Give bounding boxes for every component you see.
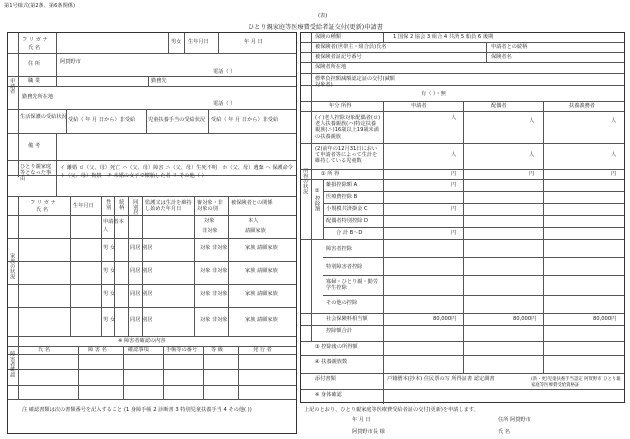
family-row-self: 申請者本人: [103, 219, 124, 233]
reduction-cert-options[interactable]: 有（ ）・無: [421, 91, 446, 97]
attachments-label: 添付書類: [315, 376, 336, 382]
insurer-name-label: 保険者名: [491, 54, 512, 60]
applicant-address-field[interactable]: 住所 阿賀野市: [498, 417, 531, 423]
reduction-cert-label: 標準負担額減額認定証の交付(減額対象者): [315, 76, 395, 89]
workplace-address-label: 勤務先所在地: [22, 94, 54, 100]
family-sex-header: 性別: [105, 199, 112, 210]
deduction-b-label: 医療費控除 B: [326, 194, 358, 200]
social-spouse-value: 80,000円: [513, 316, 537, 322]
single-parent-deduction-label: 寡婦・ひとり親・勤労学生控除: [326, 279, 378, 292]
deduction-c-label: 小規模共済掛金 C: [326, 206, 368, 212]
family-row-4-living[interactable]: 同居 別居: [130, 291, 153, 297]
family-row-4-sex[interactable]: 男 女: [103, 291, 116, 297]
reason-label: ひとり親家庭等となった事由: [20, 164, 52, 183]
family-row-2-relation[interactable]: 家族 請願家族: [245, 245, 278, 251]
net-income-label: ③ 控除後の所得額: [315, 344, 358, 350]
deduction-subtotal-unit: 円: [451, 230, 457, 236]
disability-grade-header: 等 級: [211, 347, 224, 353]
attachments-list[interactable]: 戸籍謄本(抄本) 住民票の写 所得証書 認定調書: [387, 376, 495, 382]
family-self-relation: 本人: [248, 218, 259, 224]
disability-title: ※ 障害者確認の内容: [118, 338, 166, 344]
dependents-description: (イ)老人控除対象配偶者(ロ)老人扶養親族(ハ)特定扶養親族(ニ)16歳以上19歳未満の扶養親族: [315, 115, 381, 140]
income-section-label: 所得の状況: [302, 168, 309, 194]
other-deduction-label: その他の控除: [326, 300, 358, 306]
family-target-header: 審対象・非対象の別: [197, 200, 223, 213]
phone-field[interactable]: 電話（ ）: [213, 69, 236, 75]
disability-check-header: 確認事項: [128, 347, 149, 353]
family-insured-header: 被保険者との関係: [231, 200, 273, 206]
family-row-5-relation[interactable]: 家族 請願家族: [245, 317, 278, 323]
children-applicant-unit: 人: [451, 152, 457, 158]
address-city: 阿賀野市: [60, 59, 81, 65]
welfare-label: 生活保護の受給状況: [20, 114, 67, 120]
reason-options[interactable]: イ 離婚 ロ（父、母）死亡 ハ（父、母）障害 ニ（父、母）生死不明 ホ（父、母）遺棄 ヘ 保護命令 ト（父、母）拘禁 チ 未婚の女子で懐胎した者 リ その他（ ）: [60, 165, 293, 180]
col-spouse-header: 配偶者: [491, 103, 507, 109]
family-self-nontarget[interactable]: 非対象: [202, 228, 218, 234]
applicant-name-field[interactable]: 氏 名: [498, 429, 511, 435]
family-row-5-living[interactable]: 同居 別居: [130, 317, 153, 323]
dependents-count-label: ④ 扶養親族数: [315, 359, 348, 365]
family-row-3-living[interactable]: 同居 別居: [130, 268, 153, 274]
attachments-note: (新・更)児童扶養手当認定 阿賀野市 ひとり親家庭等医療費受給資格証: [531, 377, 621, 388]
application-date-field[interactable]: 年 月 日: [352, 417, 371, 423]
disability-note: 注 確認書類は次の書類番号を記入すること (1 身障手帳 2 診断書 3 特別児童扶養手当 4 その他( )): [22, 407, 252, 413]
disability-section-label: 障害者確認: [9, 351, 16, 377]
declaration-text: 上記のとおり、ひとり親家庭等医療費受給者証の交付(更新)を申請します。: [304, 407, 479, 413]
social-applicant-value: 80,000円: [433, 316, 457, 322]
income-year-label: 年分 所得: [329, 103, 352, 109]
col-dependent-header: 扶養義務者: [569, 103, 595, 109]
furigana-label: フ リ ガ ナ: [22, 37, 48, 43]
identity-check-label: ※ 身体確認: [315, 392, 342, 398]
deduction-d-label: 配偶者特別控除 D: [326, 218, 368, 224]
family-row-3-target[interactable]: 対象 非対象: [200, 268, 228, 274]
sex-field[interactable]: 男女: [171, 39, 182, 45]
deduction-total-label: 控除額合計: [326, 328, 352, 334]
family-self-insured: 請願家族: [245, 228, 266, 234]
family-row-2-sex[interactable]: 男 女: [103, 245, 116, 251]
family-support-date-header: 監護又は生計を維持し始めた年月日: [145, 200, 192, 213]
social-insurance-label: 社会保険料相当額: [326, 316, 368, 322]
family-row-4-relation[interactable]: 家族 請願家族: [245, 291, 278, 297]
form-number: 第1号様式(第2条、第6条関係): [4, 3, 76, 9]
workplace-phone-field[interactable]: 電話（ ）: [213, 101, 236, 107]
insurance-type-options[interactable]: 1 国保 2 協会 3 組合 4 共済 5 船員 6 後期: [393, 34, 494, 40]
dep-spouse-unit: 人: [529, 118, 535, 124]
children-spouse-unit: 人: [529, 152, 535, 158]
insurer-address-label: 保険者所在地: [315, 64, 347, 70]
family-relation-header: 続柄: [118, 199, 125, 210]
childcare-status[interactable]: 受給（ 年 月 日から）非受給: [211, 117, 279, 123]
birth-label: 生年月日: [188, 39, 209, 45]
disability-type-header: 障 害 名: [88, 347, 107, 353]
family-row-2-living[interactable]: 同居 別居: [130, 245, 153, 251]
dep-applicant-unit: 人: [451, 115, 457, 121]
deduction-subtotal-label: 合 計 B〜D: [336, 230, 363, 236]
family-row-5-sex[interactable]: 男 女: [103, 317, 116, 323]
family-name-header: 氏 名: [36, 207, 49, 213]
family-birth-header: 生年月日: [73, 203, 94, 209]
form-title: ひとり親家庭等医療費受給者証交付(更新)申請書: [248, 24, 383, 31]
family-furigana-header: フ リ ガ ナ: [30, 200, 56, 206]
deduction-a-unit: 円: [451, 182, 457, 188]
family-row-4-target[interactable]: 対象 非対象: [200, 291, 228, 297]
income-applicant-unit: 円: [451, 171, 457, 177]
income-row-label: ① 所 得: [321, 171, 340, 177]
address-label: 住 所: [28, 61, 41, 67]
family-row-3-relation[interactable]: 家族 請願家族: [245, 268, 278, 274]
disability-number-header: 手帳等の番号: [166, 347, 198, 353]
workplace-label: 勤務先: [151, 78, 167, 84]
birth-field[interactable]: 年 月 日: [244, 39, 263, 45]
remarks-label: 備 考: [28, 143, 41, 149]
disability-issuer-header: 発 行 者: [253, 347, 272, 353]
dep-dependent-unit: 人: [611, 118, 617, 124]
social-dependent-value: 80,000円: [593, 316, 617, 322]
family-section-label: 家族の状況: [9, 253, 16, 279]
right-table: [300, 32, 625, 403]
insured-name-label: 被保険者(世帯主・組合員)氏名: [315, 44, 387, 50]
family-row-5-target[interactable]: 対象 非対象: [200, 317, 228, 323]
left-table: [7, 32, 297, 434]
disabled-deduction-label: 障害者控除: [326, 246, 352, 252]
insurance-type-label: 保険の種類: [315, 34, 341, 40]
family-self-target[interactable]: 対象: [204, 218, 215, 224]
income-dependent-unit: 円: [611, 171, 617, 177]
special-disabled-label: 特別障害者控除: [326, 264, 363, 270]
welfare-status[interactable]: 受給（ 年 月 日から）非受給: [68, 117, 136, 123]
form-side-label: (表): [318, 13, 328, 19]
family-row-2-target[interactable]: 対象 非対象: [200, 245, 228, 251]
childcare-label: 児童扶養手当の受給状況: [148, 117, 206, 123]
deduction-a-label: 雑損控除額 A: [326, 182, 358, 188]
deduction-c-unit: 円: [451, 206, 457, 212]
deduction-section-label: ② 控除額: [314, 188, 321, 212]
family-living-header: 同別居: [132, 199, 139, 215]
applicant-section-label: 申請者: [9, 78, 16, 94]
disability-name-header: 氏 名: [38, 347, 51, 353]
insurance-number-label: 被保険者証記号番号: [315, 54, 362, 60]
children-supported-label: (2)前年の12月31日において申請者等によって生計を維持している児童数: [315, 146, 378, 165]
family-row-3-sex[interactable]: 男 女: [103, 268, 116, 274]
name-label: 氏 名: [28, 45, 41, 51]
income-spouse-unit: 円: [529, 171, 535, 177]
relation-applicant-label: 申請者との続柄: [491, 44, 528, 50]
children-dependent-unit: 人: [611, 152, 617, 158]
addressee: 阿賀野市長 様: [352, 429, 385, 435]
occupation-label: 職 業: [28, 78, 41, 84]
col-applicant-header: 申請者: [411, 103, 427, 109]
